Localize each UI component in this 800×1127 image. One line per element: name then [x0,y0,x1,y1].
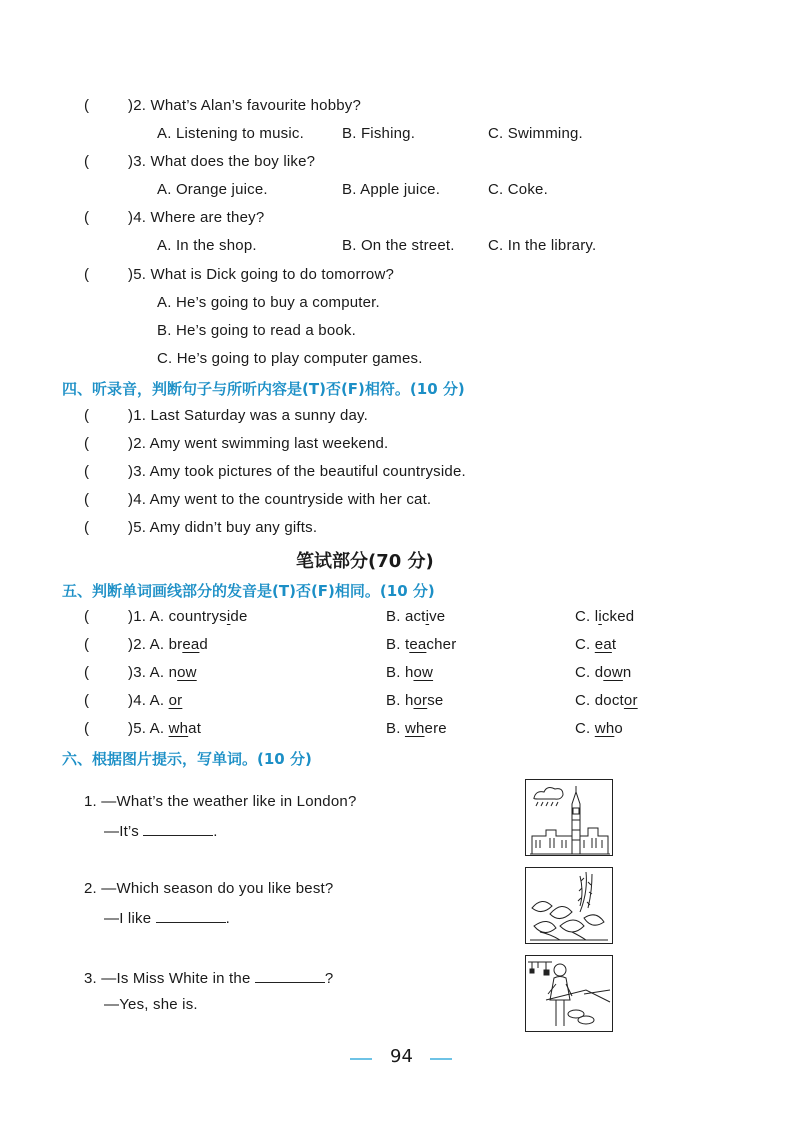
word-a: )3. A. now [128,664,197,681]
picture-answer-2: —I like . [104,910,230,927]
option-a: A. Orange juice. [157,181,268,198]
option-c: C. In the library. [488,237,597,254]
picture-answer-3: —Yes, she is. [104,996,198,1013]
option-c: C. Coke. [488,181,548,198]
picture-answer-1: —It’s . [104,823,218,840]
answer-paren[interactable]: ( [84,266,90,283]
question-text: )2. What’s Alan’s favourite hobby? [128,97,362,114]
statement: )2. Amy went swimming last weekend. [128,435,389,452]
section-6-title: 六、根据图片提示，写单词。(10 分) [62,750,312,768]
picture-question-2: 2. —Which season do you like best? [84,880,334,897]
summer-plants-picture [525,867,613,944]
answer-paren[interactable]: ( [84,692,90,709]
option-b: B. Apple juice. [342,181,441,198]
word-b: B. where [386,720,447,737]
answer-paren[interactable]: ( [84,608,90,625]
footer-dash-left [350,1058,372,1060]
option-b: B. Fishing. [342,125,416,142]
leaves-icon [526,868,612,943]
section-5-title: 五、判断单词画线部分的发音是(T)否(F)相同。(10 分) [62,582,435,600]
answer-paren[interactable]: ( [84,153,90,170]
word-a: )2. A. bread [128,636,208,653]
answer-blank[interactable] [255,968,325,983]
word-b: B. horse [386,692,444,709]
answer-paren[interactable]: ( [84,491,90,508]
answer-blank[interactable] [156,908,226,923]
picture-question-3: 3. —Is Miss White in the ? [84,970,334,987]
word-b: B. how [386,664,434,681]
answer-blank[interactable] [143,821,213,836]
word-a: )1. A. countryside [128,608,248,625]
option-a: A. In the shop. [157,237,257,254]
word-a: )4. A. or [128,692,183,709]
statement: )5. Amy didn’t buy any gifts. [128,519,318,536]
answer-paren[interactable]: ( [84,664,90,681]
statement: )3. Amy took pictures of the beautiful countryside. [128,463,466,480]
section-4-title: 四、听录音，判断句子与所听内容是(T)否(F)相符。(10 分) [62,380,465,398]
word-c: C. doctor [575,692,638,709]
word-c: C. licked [575,608,635,625]
written-part-title: 笔试部分(70 分) [296,551,434,572]
word-a: )5. A. what [128,720,202,737]
cooking-person-icon [526,956,612,1031]
option-b: B. On the street. [342,237,455,254]
word-c: C. down [575,664,632,681]
question-text: )5. What is Dick going to do tomorrow? [128,266,395,283]
statement: )1. Last Saturday was a sunny day. [128,407,368,424]
answer-paren[interactable]: ( [84,519,90,536]
page-number: 94 [390,1046,413,1067]
word-c: C. who [575,720,623,737]
option-c: C. Swimming. [488,125,583,142]
question-text: )3. What does the boy like? [128,153,316,170]
answer-paren[interactable]: ( [84,209,90,226]
option-c: C. He’s going to play computer games. [157,350,423,367]
answer-paren[interactable]: ( [84,407,90,424]
footer-dash-right [430,1058,452,1060]
answer-paren[interactable]: ( [84,463,90,480]
question-text: )4. Where are they? [128,209,265,226]
london-rain-picture [525,779,613,856]
word-c: C. eat [575,636,617,653]
word-b: B. teacher [386,636,457,653]
answer-paren[interactable]: ( [84,97,90,114]
answer-paren[interactable]: ( [84,636,90,653]
answer-paren[interactable]: ( [84,720,90,737]
statement: )4. Amy went to the countryside with her cat. [128,491,432,508]
option-a: A. He’s going to buy a computer. [157,294,380,311]
answer-paren[interactable]: ( [84,435,90,452]
picture-question-1: 1. —What’s the weather like in London? [84,793,357,810]
kitchen-picture [525,955,613,1032]
london-building-icon [526,780,612,855]
option-b: B. He’s going to read a book. [157,322,356,339]
option-a: A. Listening to music. [157,125,304,142]
word-b: B. active [386,608,446,625]
